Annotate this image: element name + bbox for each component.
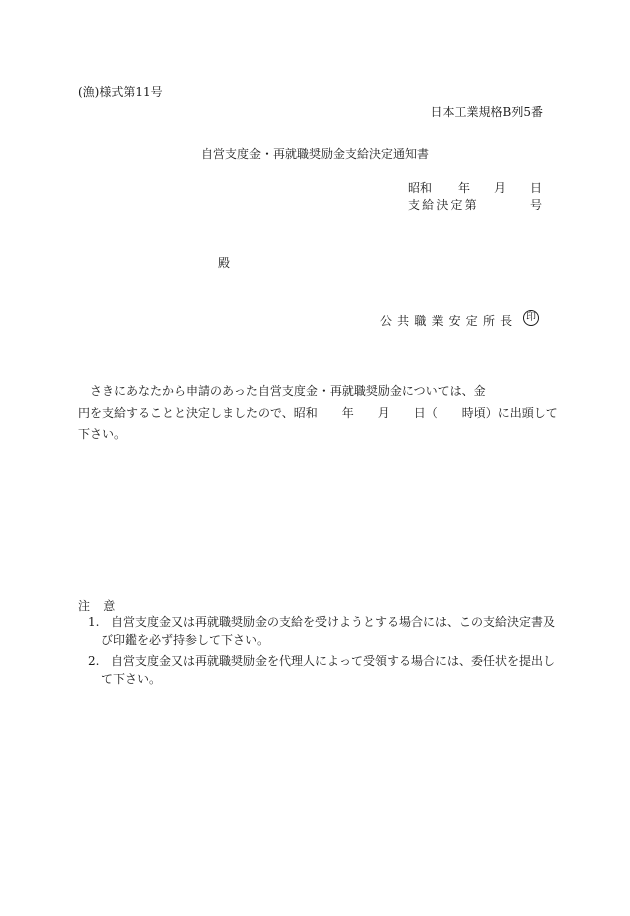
paper-standard-note: 日本工業規格B列5番	[430, 105, 543, 119]
decision-number-suffix: 号	[530, 198, 543, 212]
date-era: 昭和	[408, 181, 433, 195]
seal-mark: 印	[523, 310, 539, 326]
body-line-2: 円を支給することと決定しましたので、昭和 年 月 日（ 時頃）に出頭して	[78, 406, 558, 420]
note-text: 自営支度金又は再就職奨励金を代理人によって受領する場合には、委任状を提出し	[111, 654, 556, 668]
form-number: (漁)様式第11号	[78, 85, 163, 99]
notes-heading: 注意	[78, 599, 129, 613]
decision-number-line	[408, 197, 542, 213]
recipient-honorific: 殿	[218, 256, 231, 270]
note-text-continued: て下さい。	[101, 672, 162, 686]
note-text: 自営支度金又は再就職奨励金の支給を受けようとする場合には、この支給決定書及	[111, 615, 556, 629]
issuer-name: 公共職業安定所長	[380, 314, 518, 328]
note-number: 2.	[88, 654, 100, 668]
date-day-label: 日	[530, 181, 543, 195]
note-text-continued: び印鑑を必ず持参して下さい。	[101, 633, 270, 647]
date-line	[408, 180, 542, 196]
date-month-label: 月	[494, 181, 507, 195]
date-year-label: 年	[458, 181, 471, 195]
document-title: 自営支度金・再就職奨励金支給決定通知書	[201, 147, 430, 161]
decision-number-label: 支給決定第	[408, 198, 479, 212]
body-line-3: 下さい。	[78, 427, 127, 441]
body-line-1: さきにあなたから申請のあった自営支度金・再就職奨励金については、金	[90, 384, 486, 398]
note-number: 1.	[88, 615, 100, 629]
